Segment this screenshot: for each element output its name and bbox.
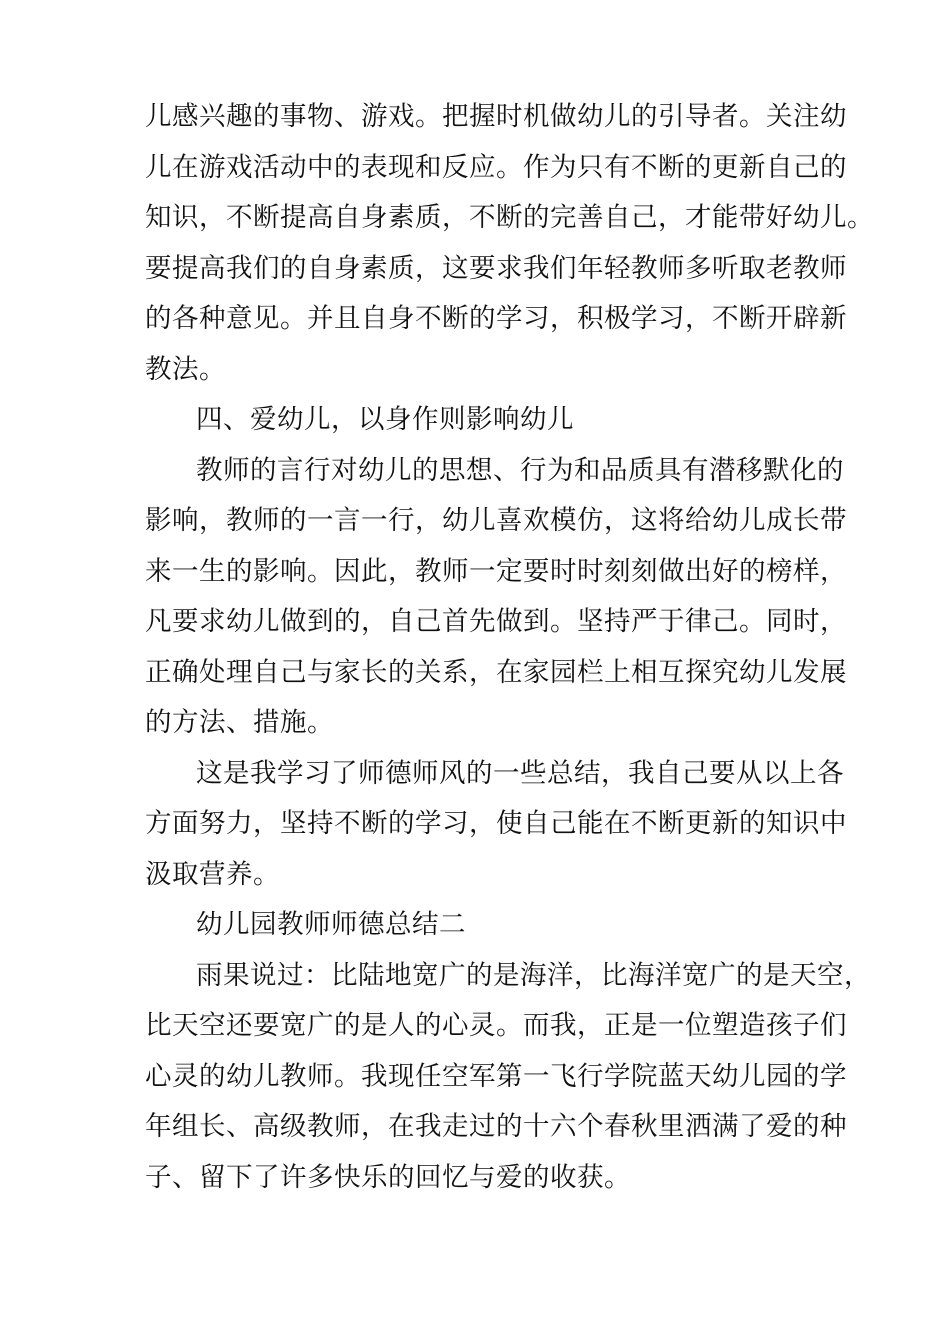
text-line: 年组长、高级教师，在我走过的十六个春秋里洒满了爱的种 [145,1111,847,1142]
text-line: 的各种意见。并且自身不断的学习，积极学习，不断开辟新 [145,303,847,334]
document-body [145,92,874,1203]
text-line: 的方法、措施。 [145,707,334,738]
text-line: 要提高我们的自身素质，这要求我们年轻教师多听取老教师 [145,252,847,284]
text-line: 儿感兴趣的事物、游戏。把握时机做幼儿的引导者。关注幼 [145,101,847,132]
text-line: 影响，教师的一言一行，幼儿喜欢模仿，这将给幼儿成长带 [145,505,847,536]
text-line: 比天空还要宽广的是人的心灵。而我，正是一位塑造孩子们 [145,1010,847,1041]
text-line: 知识，不断提高自身素质，不断的完善自己，才能带好幼儿。 [145,202,874,233]
text-line: 凡要求幼儿做到的，自己首先做到。坚持严于律己。同时， [145,606,847,637]
text-line: 心灵的幼儿教师。我现任空军第一飞行学院蓝天幼儿园的学 [145,1060,847,1092]
section-heading: 四、爱幼儿，以身作则影响幼儿 [196,404,574,435]
text-line: 汲取营养。 [145,858,280,890]
text-line: 儿在游戏活动中的表现和反应。作为只有不断的更新自己的 [145,151,847,183]
text-line: 来一生的影响。因此，教师一定要时时刻刻做出好的榜样， [145,555,847,587]
text-line: 教法。 [145,353,226,385]
text-line: 这是我学习了师德师风的一些总结，我自己要从以上各 [196,757,844,789]
text-line: 子、留下了许多快乐的回忆与爱的收获。 [145,1161,631,1193]
text-line: 雨果说过：比陆地宽广的是海洋，比海洋宽广的是天空， [196,959,871,991]
text-line: 正确处理自己与家长的关系，在家园栏上相互探究幼儿发展 [145,656,847,688]
text-line: 教师的言行对幼儿的思想、行为和品质具有潜移默化的 [196,454,844,486]
section-heading: 幼儿园教师师德总结二 [196,909,466,940]
text-line: 方面努力，坚持不断的学习，使自己能在不断更新的知识中 [145,808,847,839]
